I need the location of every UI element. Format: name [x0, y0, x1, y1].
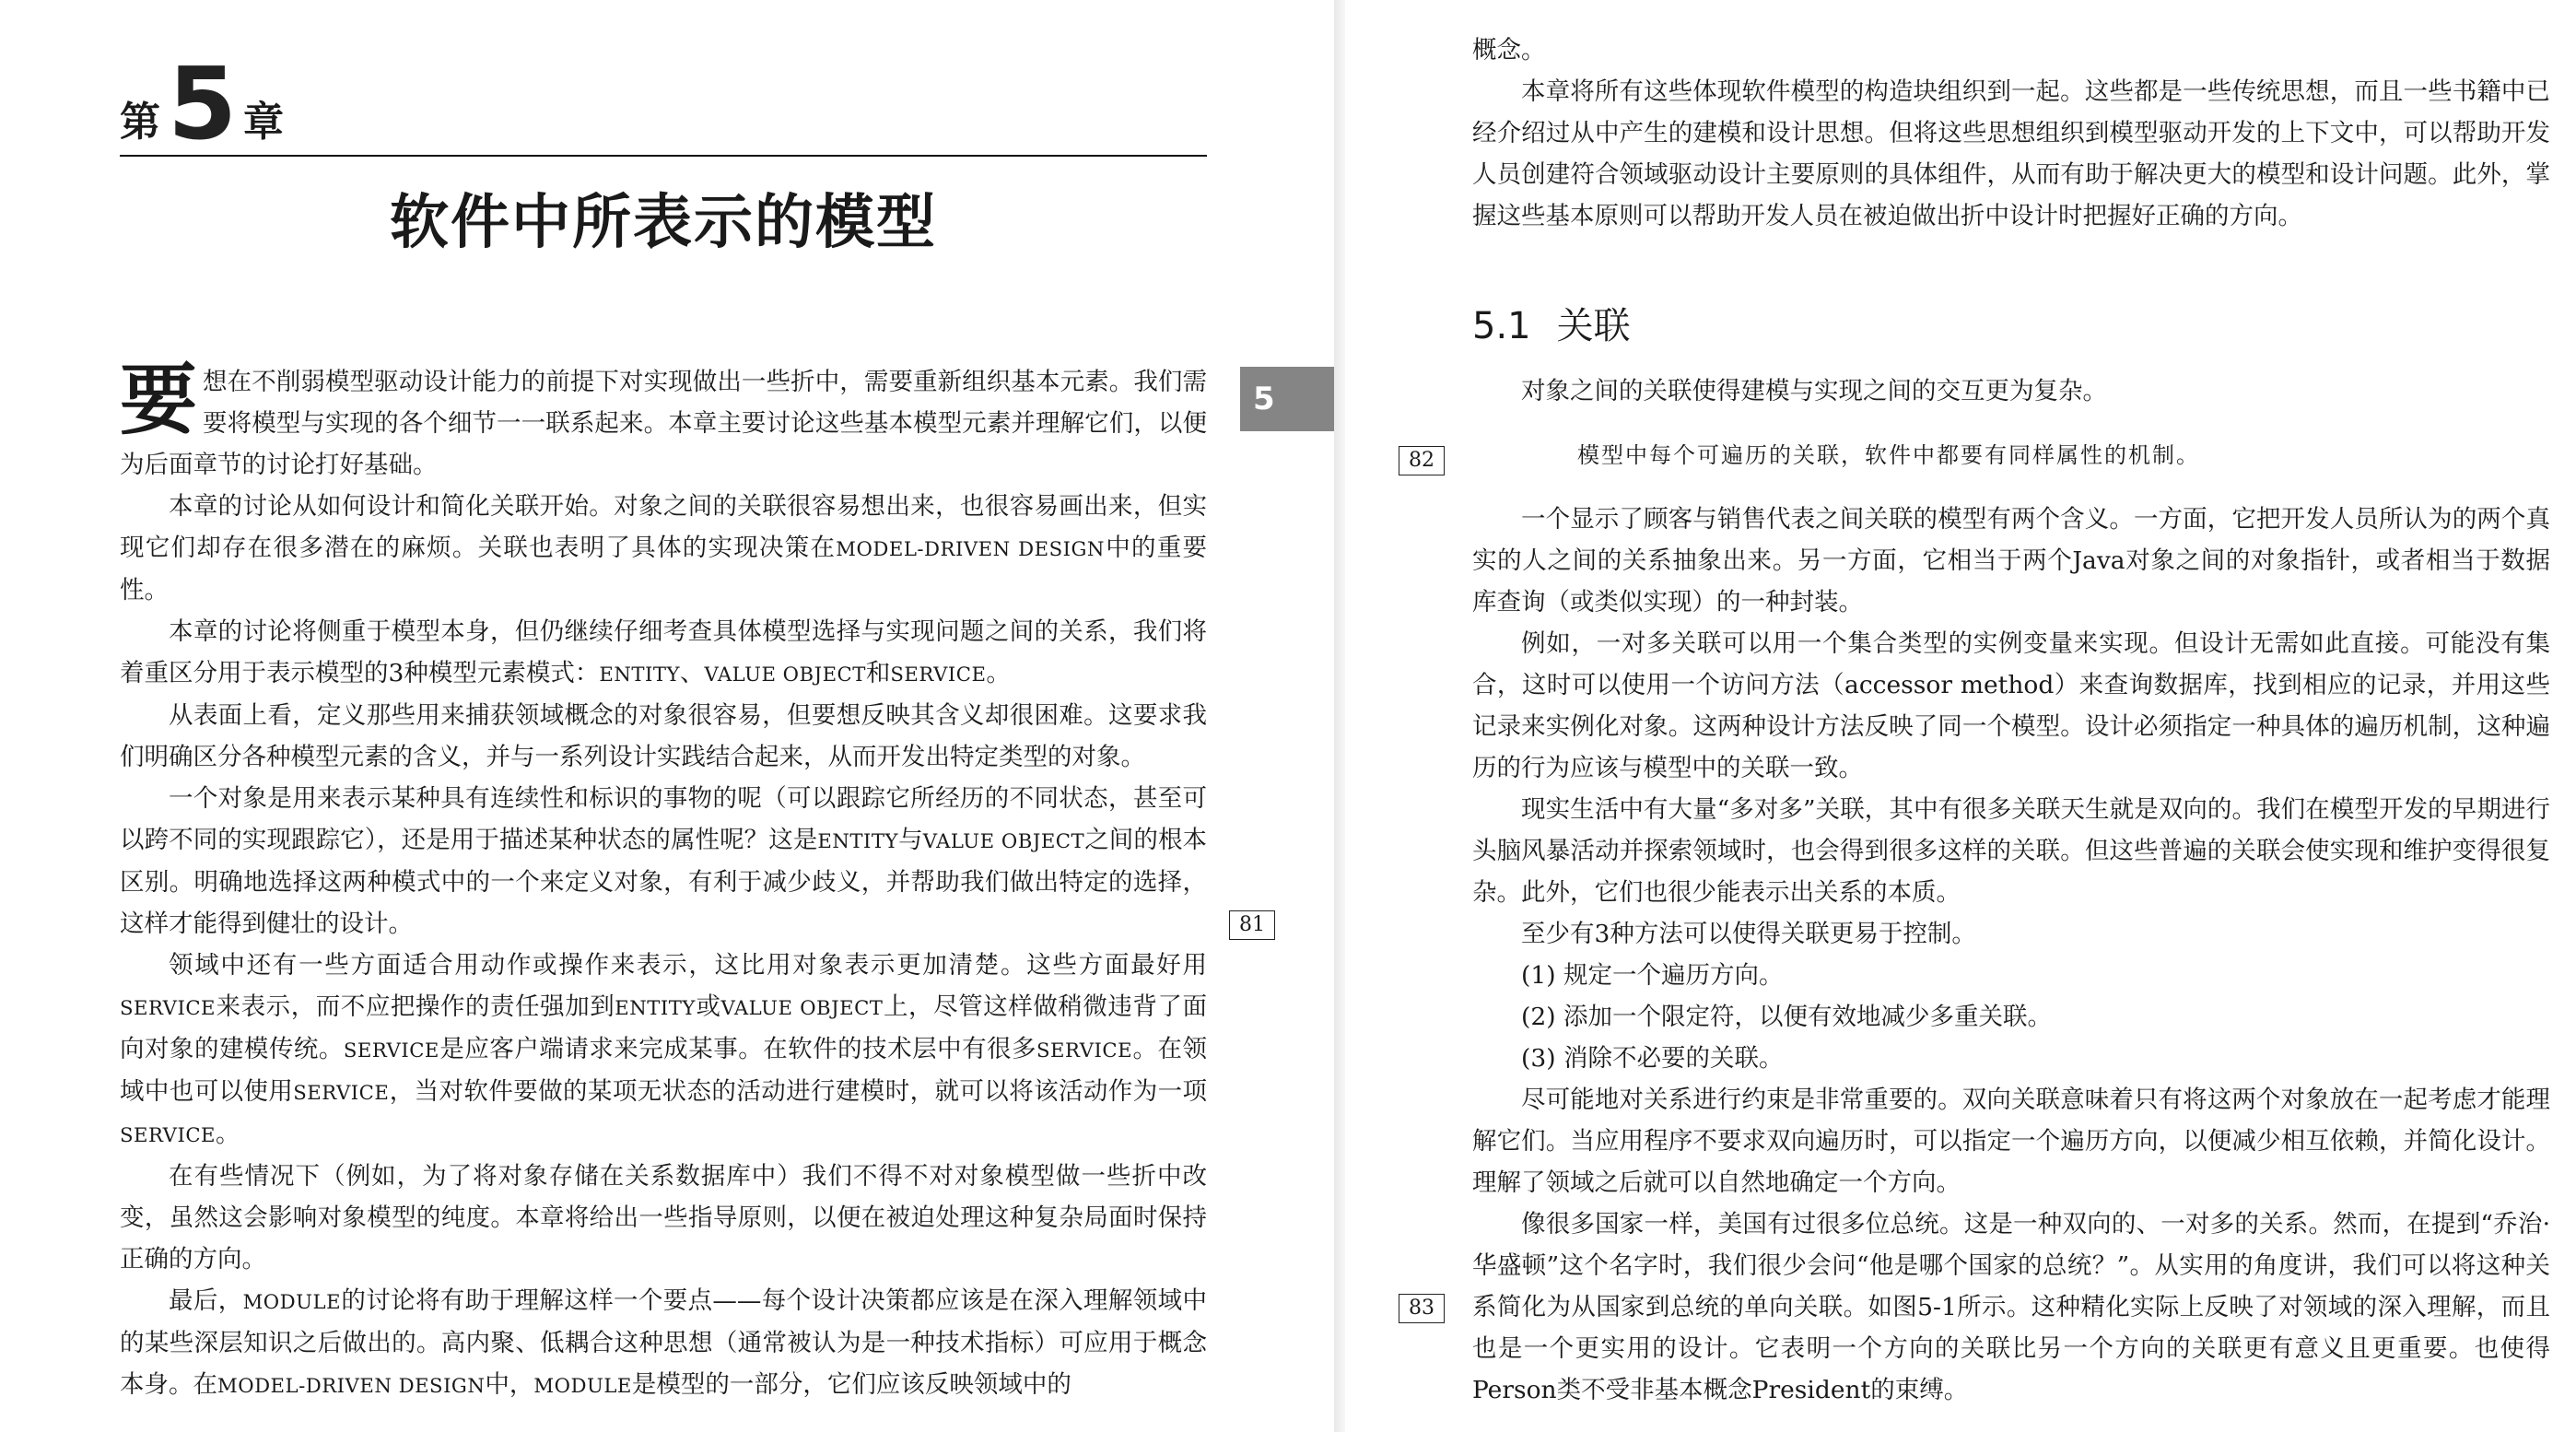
chapter-number: 5 — [168, 47, 238, 162]
right-body-main — [1472, 370, 2550, 1411]
paragraph: 例如，一对多关联可以用一个集合类型的实例变量来实现。但设计无需如此直接。可能没有集合，这时可以使用一个访问方法（accessor method）来查询数据库，找到相应的记录，并用这些记录来实例化对象。这两种设计方法反映了同一个模型。设计必须指定一种具体的遍历机制，这种遍历的行为应该与模型中的关联一致。 — [1472, 629, 2550, 782]
section-heading — [1472, 297, 1631, 356]
section-intro: 对象之间的关联使得建模与实现之间的交互更为复杂。 — [1521, 377, 2107, 405]
paragraph: 尽可能地对关系进行约束是非常重要的。双向关联意味着只有将这两个对象放在一起考虑才能理解它们。当应用程序不要求双向遍历时，可以指定一个遍历方向，以便减少相互依赖，并简化设计。理解了领域之后就可以自然地确定一个方向。 — [1472, 1086, 2550, 1197]
text-run: 的讨论将有助于理解这样一个要点——每个设计决策都应该是在深入理解领域中的某些深层知识之后做出的。高内聚、低耦合这种思想（通常被认为是一种技术指标）可应用于概念本身。在 — [120, 1286, 1208, 1399]
pattern-name: SERVICE — [890, 663, 987, 686]
chapter-title: 软件中所表示的模型 — [390, 189, 937, 257]
chapter-prefix: 第 — [120, 99, 160, 146]
left-body — [120, 355, 1208, 1406]
text-run: 本章的讨论从如何设计和简化关联开始。对象之间的关联很容易想出来，也很容易画出来，但实现它们却存在很多潜在的麻烦。关联也表明了具体的实现决策在 — [120, 492, 1207, 562]
pattern-name: MODULE — [242, 1290, 342, 1313]
paragraph: 像很多国家一样，美国有过很多位总统。这是一种双向的、一对多的关系。然而，在提到“乔治·华盛顿”这个名字时，我们很少会问“他是哪个国家的总统？”。从实用的角度讲，我们可以将这种关系简化为从国家到总统的单向关联。如图5-1所示。这种精化实际上反映了对领域的深入理解，而且也是一个更实用的设计。它表明一个方向的关联比另一个方向的关联更有意义且更重要。也使得Person类不受非基本概念President的束缚。 — [1472, 1210, 2550, 1404]
text-run: 中的重要性。 — [120, 534, 1208, 604]
text-run: 。 — [986, 659, 1011, 687]
pattern-name: MODEL-DRIVEN DESIGN — [836, 537, 1105, 560]
right-body-top — [1472, 29, 2550, 237]
pattern-name: SERVICE — [120, 1123, 217, 1146]
text-run: 来表示，而不应把操作的责任强加到 — [216, 992, 615, 1021]
paragraph: 从表面上看，定义那些用来捕获领域概念的对象很容易，但要想反映其含义却很困难。这要求我们明确区分各种模型元素的含义，并与一系列设计实践结合起来，从而开发出特定类型的对象。 — [120, 701, 1207, 771]
text-run: 最后， — [169, 1286, 243, 1315]
paragraph: 一个显示了顾客与销售代表之间关联的模型有两个含义。一方面，它把开发人员所认为的两个真实的人之间的关系抽象出来。另一方面，它相当于两个Java对象之间的对象指针，或者相当于数据库查询（或类似实现）的一种封装。 — [1472, 505, 2550, 616]
list-item: (1) 规定一个遍历方向。 — [1521, 961, 1784, 990]
margin-page-ref: 81 — [1229, 910, 1275, 940]
dropcap: 要 — [120, 355, 198, 445]
text-run: 和 — [865, 659, 891, 687]
list-item: (2) 添加一个限定符，以便有效地减少多重关联。 — [1521, 1003, 2052, 1031]
section-number: 5.1 — [1472, 305, 1531, 347]
text-run: 。 — [216, 1120, 240, 1148]
paragraph — [120, 778, 1207, 945]
paragraph — [120, 486, 1207, 611]
text-run: 或 — [695, 992, 721, 1021]
pattern-name: ENTITY — [615, 996, 696, 1019]
chapter-suffix: 章 — [243, 99, 284, 146]
pattern-name: VALUE OBJECT — [922, 829, 1085, 852]
list-item: (3) 消除不必要的关联。 — [1521, 1044, 1784, 1073]
chapter-heading — [120, 47, 1207, 162]
text-run: ，当对软件要做的某项无状态的活动进行建模时，就可以将该活动作为一项 — [389, 1077, 1208, 1106]
section-title: 关联 — [1556, 305, 1631, 347]
text-run: 中， — [485, 1370, 534, 1399]
pattern-name: MODEL-DRIVEN DESIGN — [217, 1374, 486, 1397]
text-run: 。在领域中也可以使用 — [120, 1035, 1208, 1106]
pattern-name: MODULE — [533, 1374, 632, 1397]
paragraph-text: 想在不削弱模型驱动设计能力的前提下对实现做出一些折中，需要重新组织基本元素。我们需要将模型与实现的各个细节一一联系起来。本章主要讨论这些基本模型元素并理解它们，以便为后面章节的讨论打好基础。 — [120, 368, 1207, 479]
text-run: 是模型的一部分，它们应该反映领域中的 — [631, 1370, 1071, 1399]
paragraph: 至少有3种方法可以使得关联更易于控制。 — [1521, 920, 1976, 948]
margin-page-ref: 83 — [1399, 1294, 1445, 1323]
chapter-tab-marker: 5 — [1240, 367, 1336, 431]
text-run: 之间的根本区别。明确地选择这两种模式中的一个来定义对象，有利于减少歧义，并帮助我们做出特定的选择，这样才能得到健壮的设计。 — [120, 826, 1208, 938]
text-run: 领域中还有一些方面适合用动作或操作来表示，这比用对象表示更加清楚。这些方面最好用 — [169, 951, 1207, 980]
book-gutter — [1334, 0, 1345, 1432]
paragraph — [120, 355, 1207, 486]
paragraph: 在有些情况下（例如，为了将对象存储在关系数据库中）我们不得不对对象模型做一些折中改变，虽然这会影响对象模型的纯度。本章将给出一些指导原则，以便在被迫处理这种复杂局面时保持正确的方向。 — [120, 1162, 1207, 1274]
paragraph — [120, 1280, 1207, 1406]
paragraph: 现实生活中有大量“多对多”关联，其中有很多关联天生就是双向的。我们在模型开发的早期进行头脑风暴活动并探索领域时，也会得到很多这样的关联。但这些普遍的关联会使实现和维护变得很复杂。此外，它们也很少能表示出关系的本质。 — [1472, 795, 2550, 907]
pattern-name: ENTITY — [599, 663, 681, 686]
text-run: 、 — [680, 659, 705, 687]
text-run: 与 — [898, 826, 923, 854]
design-principle: 模型中每个可遍历的关联，软件中都要有同样属性的机制。 — [1577, 442, 2200, 468]
pattern-name: ENTITY — [817, 829, 899, 852]
pattern-name: SERVICE — [1036, 1039, 1133, 1062]
margin-page-ref: 82 — [1399, 446, 1445, 475]
pattern-name: VALUE OBJECT — [720, 996, 884, 1019]
text-run: 本章的讨论将侧重于模型本身，但仍继续仔细考查具体模型选择与实现问题之间的关系，我们将着重区分用于表示模型的3种模型元素模式： — [120, 617, 1207, 687]
pattern-name: SERVICE — [293, 1081, 390, 1104]
text-run: 一个对象是用来表示某种具有连续性和标识的事物的呢（可以跟踪它所经历的不同状态，甚至可以跨不同的实现跟踪它），还是用于描述某种状态的属性呢？这是 — [120, 784, 1207, 854]
pattern-name: SERVICE — [343, 1039, 439, 1062]
paragraph — [120, 945, 1207, 1156]
paragraph: 概念。 — [1472, 36, 1546, 65]
text-run: 上，尽管这样做稍微违背了面向对象的建模传统。 — [120, 992, 1208, 1063]
pattern-name: VALUE OBJECT — [704, 663, 866, 686]
pattern-name: SERVICE — [120, 996, 217, 1019]
paragraph: 本章将所有这些体现软件模型的构造块组织到一起。这些都是一些传统思想，而且一些书籍中已经介绍过从中产生的建模和设计思想。但将这些思想组织到模型驱动开发的上下文中，可以帮助开发人员创建符合领域驱动设计主要原则的具体组件，从而有助于解决更大的模型和设计问题。此外，掌握这些基本原则可以帮助开发人员在被迫做出折中设计时把握好正确的方向。 — [1472, 77, 2550, 230]
paragraph — [120, 611, 1207, 695]
text-run: 是应客户端请求来完成某事。在软件的技术层中有很多 — [439, 1035, 1037, 1063]
